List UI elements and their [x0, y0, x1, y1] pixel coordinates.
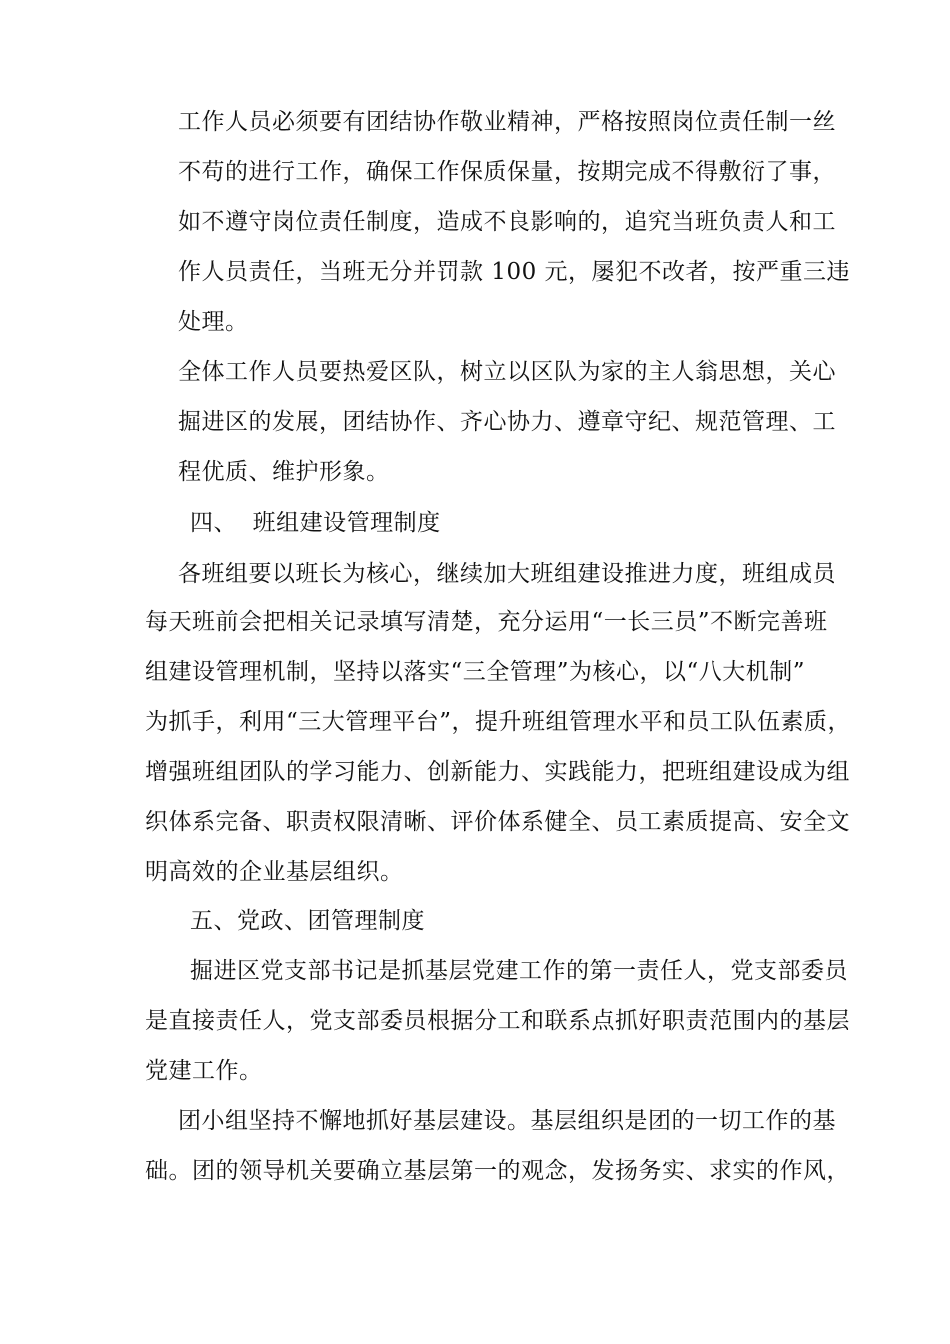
paragraph-line: 明高效的企业基层组织。	[145, 859, 404, 885]
paragraph-line: 作人员责任，当班无分并罚款 100 元，屡犯不改者，按严重三违	[178, 259, 851, 285]
paragraph-line: 工作人员必须要有团结协作敬业精神，严格按照岗位责任制一丝	[178, 109, 836, 135]
paragraph-line: 础。团的领导机关要确立基层第一的观念，发扬务实、求实的作风，	[145, 1158, 850, 1184]
paragraph-line: 程优质、维护形象。	[178, 459, 390, 485]
paragraph-line: 如不遵守岗位责任制度，造成不良影响的，追究当班负责人和工	[178, 209, 836, 235]
paragraph-line: 组建设管理机制，坚持以落实“三全管理”为核心，以“八大机制”	[145, 659, 806, 685]
paragraph-line: 团小组坚持不懈地抓好基层建设。基层组织是团的一切工作的基	[178, 1108, 836, 1134]
section-heading: 五、党政、团管理制度	[190, 908, 425, 934]
paragraph-line: 织体系完备、职责权限清晰、评价体系健全、员工素质提高、安全文	[145, 809, 850, 835]
paragraph-line: 掘进区党支部书记是抓基层党建工作的第一责任人，党支部委员	[190, 958, 848, 984]
paragraph-line: 增强班组团队的学习能力、创新能力、实践能力，把班组建设成为组	[145, 759, 850, 785]
paragraph-line: 是直接责任人，党支部委员根据分工和联系点抓好职责范围内的基层	[145, 1008, 850, 1034]
paragraph-line: 党建工作。	[145, 1058, 263, 1084]
paragraph-line: 不苟的进行工作，确保工作保质保量，按期完成不得敷衍了事，	[178, 159, 836, 185]
section-heading: 四、 班组建设管理制度	[190, 510, 441, 536]
paragraph-line: 为抓手，利用“三大管理平台”，提升班组管理水平和员工队伍素质，	[145, 709, 852, 735]
paragraph-line: 各班组要以班长为核心，继续加大班组建设推进力度，班组成员	[178, 561, 836, 587]
paragraph-line: 每天班前会把相关记录填写清楚，充分运用“一长三员”不断完善班	[145, 609, 828, 635]
paragraph-line: 掘进区的发展，团结协作、齐心协力、遵章守纪、规范管理、工	[178, 409, 836, 435]
paragraph-line: 处理。	[178, 309, 249, 335]
paragraph-line: 全体工作人员要热爱区队，树立以区队为家的主人翁思想，关心	[178, 359, 836, 385]
